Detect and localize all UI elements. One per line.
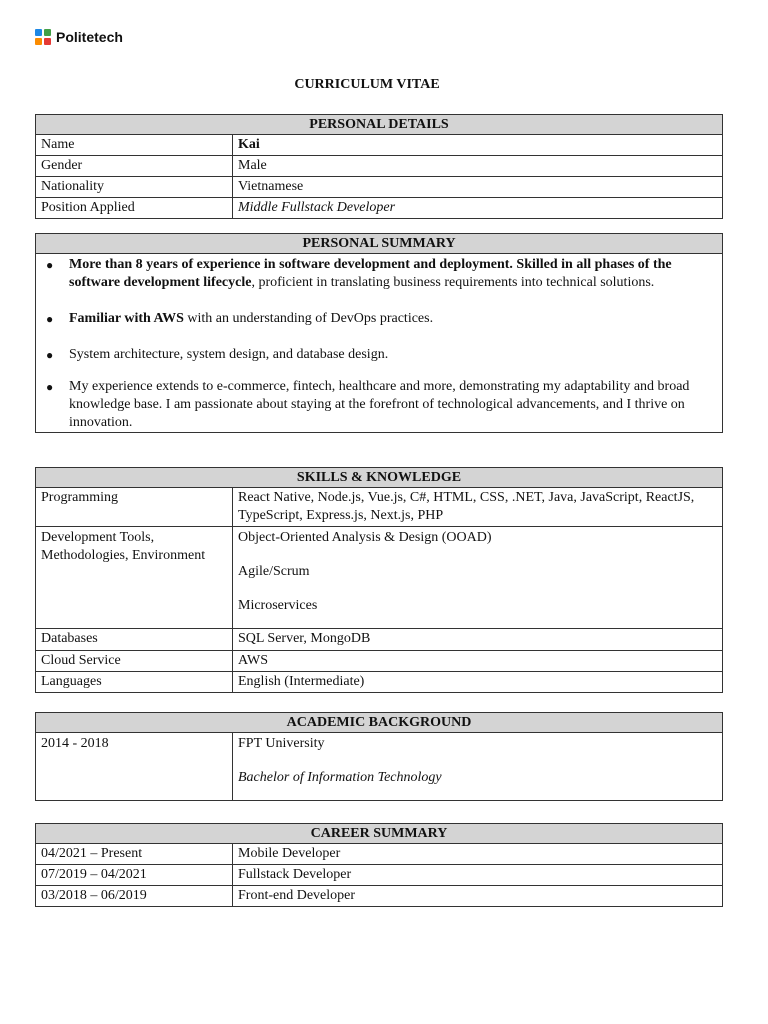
tool-item: Microservices (238, 598, 318, 613)
row-label: Programming (36, 488, 233, 527)
summary-bullet-text: My experience extends to e-commerce, fintech, healthcare and more, demonstrating my adaptability and broad knowledge base. I am passionate about staying at the forefront of technological advancements, and I thrive on innovation. (69, 379, 690, 430)
career-period: 04/2021 – Present (36, 844, 233, 865)
position-value: Middle Fullstack Developer (233, 198, 723, 219)
programming-value: React Native, Node.js, Vue.js, C#, HTML, CSS, .NET, Java, JavaScript, ReactJS, TypeScript, Express.js, Next.js, PHP (233, 488, 723, 527)
row-label: Languages (36, 672, 233, 693)
career-period: 07/2019 – 04/2021 (36, 865, 233, 886)
table-row (36, 865, 723, 886)
career-header: CAREER SUMMARY (36, 824, 723, 844)
nationality-value: Vietnamese (233, 177, 723, 198)
list-item (44, 256, 714, 292)
name-value: Kai (233, 135, 723, 156)
table-row (36, 135, 723, 156)
personal-details-table (35, 114, 723, 219)
row-label: Position Applied (36, 198, 233, 219)
personal-details-header: PERSONAL DETAILS (36, 115, 723, 135)
list-item (44, 310, 714, 328)
row-label: Development Tools, Methodologies, Environment (36, 527, 233, 629)
table-row (36, 672, 723, 693)
politetech-logo-icon (35, 29, 51, 45)
table-row (36, 177, 723, 198)
career-period: 03/2018 – 06/2019 (36, 886, 233, 907)
career-role: Mobile Developer (233, 844, 723, 865)
tool-item: Agile/Scrum (238, 564, 310, 579)
table-row (36, 527, 723, 629)
row-label: Name (36, 135, 233, 156)
document-title: CURRICULUM VITAE (294, 77, 440, 92)
row-label: Gender (36, 156, 233, 177)
personal-summary-table (35, 233, 723, 433)
summary-body (36, 254, 723, 433)
school-name: FPT University (238, 736, 325, 751)
tools-values (233, 527, 723, 629)
row-label: Cloud Service (36, 651, 233, 672)
languages-value: English (Intermediate) (233, 672, 723, 693)
skills-table (35, 467, 723, 693)
summary-bullet-text: , proficient in translating business requirements into technical solutions. (251, 275, 655, 290)
academic-table (35, 712, 723, 801)
degree-name: Bachelor of Information Technology (238, 770, 442, 785)
company-logo (35, 29, 123, 45)
summary-bullet-text: System architecture, system design, and database design. (69, 347, 389, 362)
table-row (36, 156, 723, 177)
row-label: Databases (36, 629, 233, 651)
cloud-value: AWS (233, 651, 723, 672)
company-name: Politetech (56, 29, 123, 45)
tool-item: Object-Oriented Analysis & Design (OOAD) (238, 530, 492, 545)
academic-years: 2014 - 2018 (36, 733, 233, 801)
academic-header: ACADEMIC BACKGROUND (36, 713, 723, 733)
table-row (36, 886, 723, 907)
table-row (36, 651, 723, 672)
summary-list (44, 256, 714, 432)
skills-header: SKILLS & KNOWLEDGE (36, 468, 723, 488)
personal-summary-header: PERSONAL SUMMARY (36, 234, 723, 254)
table-row (36, 629, 723, 651)
academic-details (233, 733, 723, 801)
summary-bullet-bold: More than 8 years of experience in software development and deployment. Skilled in all phases of the software development lifecycle (69, 257, 672, 290)
gender-value: Male (233, 156, 723, 177)
summary-bullet-text: with an understanding of DevOps practices. (183, 311, 434, 326)
list-item (44, 378, 714, 432)
career-table (35, 823, 723, 907)
databases-value: SQL Server, MongoDB (233, 629, 723, 651)
table-row (36, 733, 723, 801)
career-role: Front-end Developer (233, 886, 723, 907)
list-item (44, 346, 714, 364)
summary-bullet-bold: Familiar with AWS (69, 311, 184, 326)
row-label: Nationality (36, 177, 233, 198)
table-row (36, 488, 723, 527)
career-role: Fullstack Developer (233, 865, 723, 886)
table-row (36, 198, 723, 219)
table-row (36, 844, 723, 865)
